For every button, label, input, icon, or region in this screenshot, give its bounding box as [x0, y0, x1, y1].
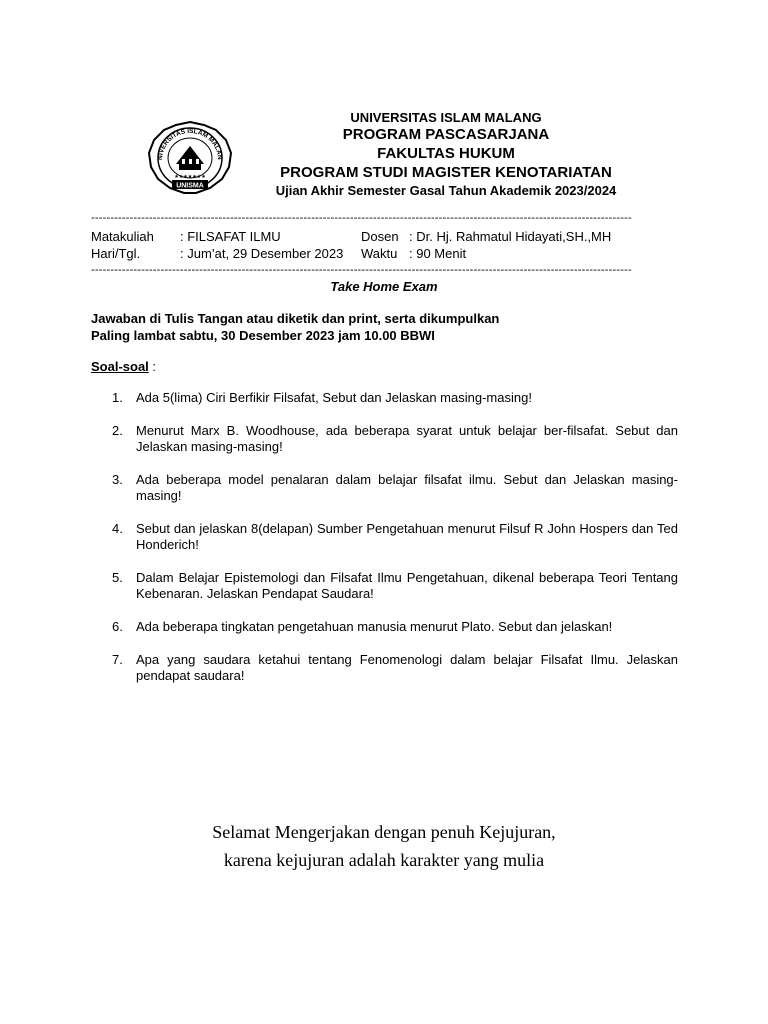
time-value: : 90 Menit	[409, 246, 467, 261]
questions-title: Soal-soal	[91, 359, 149, 374]
question-text: Ada 5(lima) Ciri Berfikir Filsafat, Sebut dan Jelaskan masing-masing!	[136, 390, 532, 405]
questions-colon: :	[148, 359, 157, 374]
question-item	[91, 652, 678, 684]
question-item	[91, 472, 678, 504]
question-number: 2.	[112, 423, 123, 438]
study-program-name: PROGRAM STUDI MAGISTER KENOTARIATAN	[280, 163, 612, 181]
question-text: Dalam Belajar Epistemologi dan Filsafat Ilmu Pengetahuan, dikenal beberapa Teori Tentang Kebenaran. Jelaskan Pendapat Saudara!	[136, 570, 678, 601]
closing-line-2: karena kejujuran adalah karakter yang mulia	[223, 850, 545, 870]
instructions	[91, 310, 499, 344]
question-number: 7.	[112, 652, 123, 667]
lecturer-label: Dosen	[361, 229, 399, 244]
closing-message	[0, 818, 768, 874]
closing-line-1: Selamat Mengerjakan dengan penuh Kejujuran,	[212, 822, 556, 842]
question-number: 5.	[112, 570, 123, 585]
exam-title: Ujian Akhir Semester Gasal Tahun Akademik 2023/2024	[275, 182, 617, 198]
logo-ring-text: NIVERSITAS ISLAM MALAN	[156, 127, 224, 161]
course-value: : FILSAFAT ILMU	[180, 229, 281, 244]
question-text: Ada beberapa tingkatan pengetahuan manusia menurut Plato. Sebut dan jelaskan!	[136, 619, 613, 634]
lecturer-value: : Dr. Hj. Rahmatul Hidayati,SH.,MH	[409, 229, 612, 244]
svg-text:★★★★★★★: ★★★★★★★	[174, 174, 206, 180]
question-item	[91, 390, 678, 406]
date-value: : Jum’at, 29 Desember 2023	[180, 246, 344, 261]
question-item	[91, 570, 678, 602]
exam-type: Take Home Exam	[330, 279, 438, 294]
questions-heading	[91, 359, 156, 374]
program-name: PROGRAM PASCASARJANA	[342, 126, 550, 144]
time-label: Waktu	[361, 246, 398, 261]
question-text: Menurut Marx B. Woodhouse, ada beberapa syarat untuk belajar ber-filsafat. Sebut dan Jelaskan masing-masing!	[136, 423, 678, 454]
question-item	[91, 619, 678, 635]
university-logo	[146, 120, 234, 196]
question-number: 3.	[112, 472, 123, 487]
faculty-name: FAKULTAS HUKUM	[377, 145, 515, 162]
instruction-line-1: Jawaban di Tulis Tangan atau diketik dan print, serta dikumpulkan	[91, 311, 500, 326]
university-name: UNIVERSITAS ISLAM MALANG	[350, 110, 542, 125]
logo-bottom-text: UNISMA	[176, 182, 204, 190]
date-label: Hari/Tgl.	[91, 246, 141, 261]
question-number: 6.	[112, 619, 123, 634]
instruction-line-2: Paling lambat sabtu, 30 Desember 2023 jam 10.00 BBWI	[91, 328, 435, 343]
document-header	[240, 110, 652, 199]
course-label: Matakuliah	[91, 229, 154, 244]
question-text: Apa yang saudara ketahui tentang Fenomenologi dalam belajar Filsafat Ilmu. Jelaskan pendapat saudara!	[136, 652, 678, 683]
separator-bottom: --------------------------------------------------------------------------------------------------------------------------------------------	[91, 264, 632, 276]
unisma-seal-icon	[146, 120, 234, 196]
separator-top: --------------------------------------------------------------------------------------------------------------------------------------------	[91, 212, 632, 224]
question-text: Sebut dan jelaskan 8(delapan) Sumber Pengetahuan menurut Filsuf R John Hospers dan Ted Honderich!	[136, 521, 678, 552]
question-text: Ada beberapa model penalaran dalam belajar filsafat ilmu. Sebut dan Jelaskan masing-masing!	[136, 472, 678, 503]
question-item	[91, 521, 678, 553]
question-number: 4.	[112, 521, 123, 536]
question-number: 1.	[112, 390, 123, 405]
question-item	[91, 423, 678, 455]
questions-list	[91, 390, 678, 701]
